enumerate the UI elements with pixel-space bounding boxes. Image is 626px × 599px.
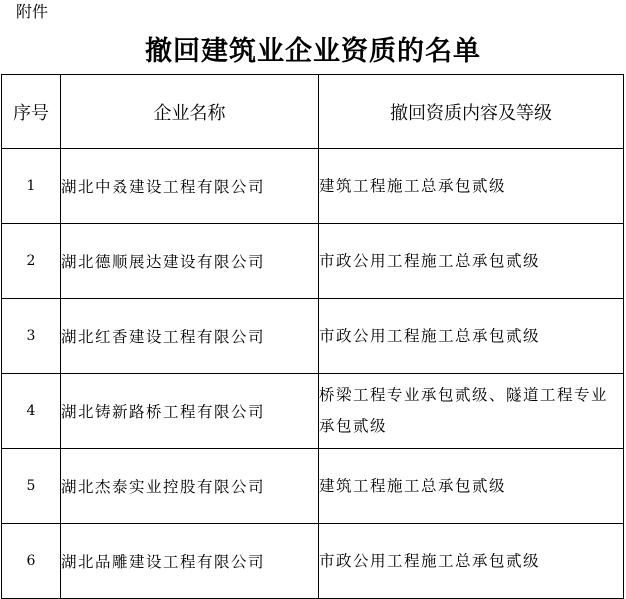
qualification-content: 建筑工程施工总承包贰级 — [319, 449, 624, 524]
row-number: 5 — [2, 449, 61, 524]
table-row — [2, 524, 624, 599]
table-row — [2, 299, 624, 374]
document-title: 撤回建筑业企业资质的名单 — [145, 36, 481, 67]
column-header-qualification: 撤回资质内容及等级 — [319, 75, 624, 149]
company-name: 湖北中叒建设工程有限公司 — [61, 149, 319, 224]
table-row — [2, 224, 624, 299]
column-header-company: 企业名称 — [61, 75, 319, 149]
company-name: 湖北铸新路桥工程有限公司 — [61, 374, 319, 449]
table-header-row — [2, 75, 624, 149]
qualification-content: 建筑工程施工总承包贰级 — [319, 149, 624, 224]
company-name: 湖北德顺展达建设有限公司 — [61, 224, 319, 299]
row-number: 1 — [2, 149, 61, 224]
qualification-content: 市政公用工程施工总承包贰级 — [319, 224, 624, 299]
qualification-content: 市政公用工程施工总承包贰级 — [319, 524, 624, 599]
table-row — [2, 149, 624, 224]
attachment-label: 附件 — [16, 2, 49, 21]
row-number: 2 — [2, 224, 61, 299]
column-header-number: 序号 — [2, 75, 61, 149]
company-name: 湖北杰泰实业控股有限公司 — [61, 449, 319, 524]
table-row — [2, 449, 624, 524]
qualification-content: 桥梁工程专业承包贰级、隧道工程专业承包贰级 — [319, 374, 624, 449]
table-row — [2, 374, 624, 449]
row-number: 3 — [2, 299, 61, 374]
qualification-content: 市政公用工程施工总承包贰级 — [319, 299, 624, 374]
company-name: 湖北红香建设工程有限公司 — [61, 299, 319, 374]
row-number: 4 — [2, 374, 61, 449]
revocation-table — [1, 74, 624, 599]
company-name: 湖北品雕建设工程有限公司 — [61, 524, 319, 599]
row-number: 6 — [2, 524, 61, 599]
